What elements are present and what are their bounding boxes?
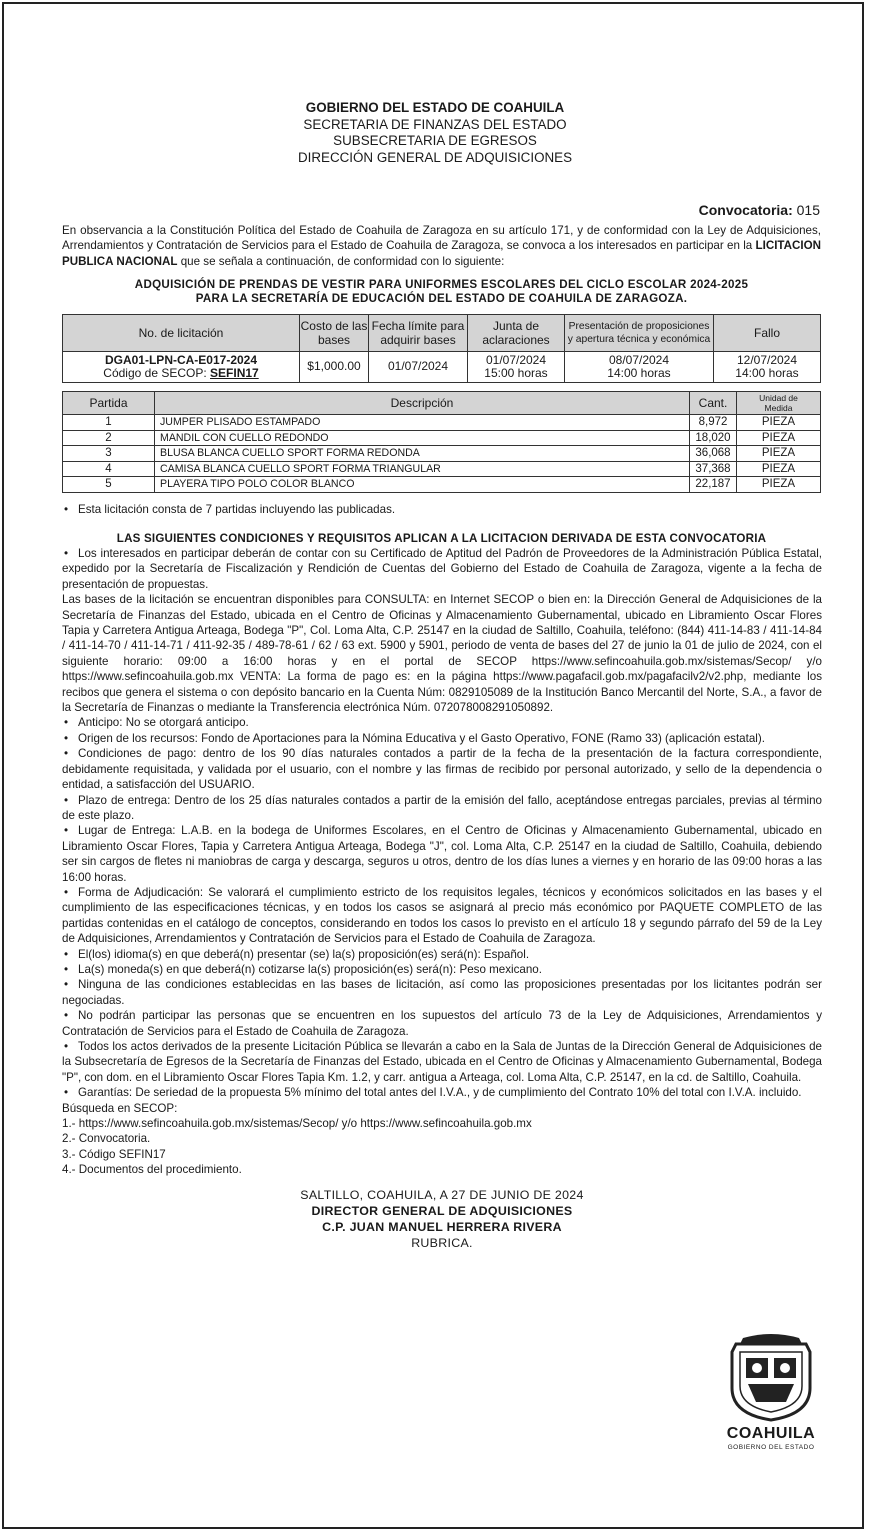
item-cant: 18,020 [690, 430, 737, 446]
condition-text: Origen de los recursos: Fondo de Aportaciones para la Nómina Educativa y el Gasto Operativo, FONE (Ramo 33) (aplicación estatal). [78, 731, 765, 745]
item-descripcion: JUMPER PLISADO ESTAMPADO [155, 415, 690, 431]
convocatoria-number [699, 202, 820, 218]
coahuila-logo [716, 1330, 826, 1455]
col-partida: Partida [63, 392, 155, 415]
intro-text-1: En observancia a la Constitución Política del Estado de Coahuila de Zaragoza en su artículo 171, y de conformidad con la Ley de Adquisiciones, Arrendamientos y Contratación de Servicios para el Estado de Coahuila de Zaragoza, se convoca a los interesados en participar en la [62, 224, 821, 253]
present-date: 08/07/2024 [608, 352, 670, 367]
item-unidad: PIEZA [737, 446, 821, 462]
condition-item [62, 1008, 822, 1039]
col-cant: Cant. [690, 392, 737, 415]
signature-block [0, 1187, 870, 1251]
col-unidad-l2: Medida [764, 403, 793, 413]
condition-item [62, 731, 822, 746]
signer-position: DIRECTOR GENERAL DE ADQUISICIONES [311, 1204, 573, 1218]
item-cant: 36,068 [690, 446, 737, 462]
col-present-l1: Presentación de proposiciones [568, 321, 710, 332]
signature-note: RUBRICA. [411, 1236, 473, 1250]
item-descripcion: BLUSA BLANCA CUELLO SPORT FORMA REDONDA [155, 446, 690, 462]
subject-title [62, 278, 821, 306]
cell-fecha-limite: 01/07/2024 [369, 352, 468, 383]
col-fecha-l1: Fecha límite para [371, 318, 465, 333]
condition-text: Ninguna de las condiciones establecidas en las bases de licitación, así como las proposiciones presentadas por los licitantes podrán ser negociadas. [62, 978, 822, 1007]
cell-costo: $1,000.00 [300, 352, 369, 383]
col-costo-l1: Costo de las [300, 318, 368, 333]
item-partida: 4 [63, 461, 155, 477]
partidas-note [62, 503, 395, 516]
table-row [63, 415, 821, 431]
conditions-list [62, 546, 822, 1178]
col-fecha [369, 315, 468, 352]
junta-date: 01/07/2024 [485, 352, 547, 367]
item-partida: 2 [63, 430, 155, 446]
secop-code [63, 367, 299, 381]
present-time: 14:00 horas [607, 366, 671, 380]
item-partida: 3 [63, 446, 155, 462]
condition-text: El(los) idioma(s) en que deberá(n) presentar (se) la(s) proposición(es) será(n): Español. [78, 947, 530, 961]
conditions-title: LAS SIGUIENTES CONDICIONES Y REQUISITOS APLICAN A LA LICITACION DERIVADA DE ESTA CONVOCATORIA [116, 532, 767, 545]
condition-text: La(s) moneda(s) en que deberá(n) cotizarse la(s) proposición(es) será(n): Peso mexicano. [78, 962, 542, 976]
table-row [63, 446, 821, 462]
table-row [63, 430, 821, 446]
header-government: GOBIERNO DEL ESTADO DE COAHUILA [305, 100, 565, 115]
condition-item [62, 1085, 822, 1100]
item-partida: 1 [63, 415, 155, 431]
item-cant: 22,187 [690, 477, 737, 493]
cell-junta [468, 352, 565, 383]
col-costo [300, 315, 369, 352]
col-unidad [737, 392, 821, 415]
item-descripcion: PLAYERA TIPO POLO COLOR BLANCO [155, 477, 690, 493]
condition-item [62, 885, 822, 947]
condition-item [62, 977, 822, 1008]
licitacion-number: DGA01-LPN-CA-E017-2024 [104, 352, 258, 367]
subject-line-2: PARA LA SECRETARÍA DE EDUCACIÓN DEL ESTADO DE COAHUILA DE ZARAGOZA. [195, 292, 688, 306]
bid-table-row [63, 352, 821, 383]
col-fecha-l2: adquirir bases [380, 333, 456, 347]
col-presentacion [565, 315, 714, 352]
cell-numero [63, 352, 300, 383]
header-subsecretariat: SUBSECRETARIA DE EGRESOS [333, 133, 537, 148]
condition-item [62, 715, 822, 730]
item-unidad: PIEZA [737, 477, 821, 493]
condition-text: Todos los actos derivados de la presente Licitación Pública se llevarán a cabo en la Sala de Juntas de la Dirección General de Adquisiciones de la Subsecretaría de Egresos de la Secretaría de Finanzas del Estado, ubicada en el Centro de Oficinas y Almacenamiento Gubernamental, Bodega "P", con dom. en el Libramiento Oscar Flores Tapia Km. 1.2, y carr. antigua a Arteaga, col. Loma Alta, C.P. 25147, en la cd. de Saltillo, Coahuila. [62, 1040, 822, 1084]
item-unidad: PIEZA [737, 461, 821, 477]
intro-bold: LICITACION PUBLICA NACIONAL [62, 239, 821, 268]
col-junta-l1: Junta de [492, 318, 540, 333]
search-step: 4.- Documentos del procedimiento. [62, 1163, 242, 1177]
search-step: 3.- Código SEFIN17 [62, 1147, 166, 1161]
header-secretariat: SECRETARIA DE FINANZAS DEL ESTADO [303, 116, 567, 132]
condition-text: Anticipo: No se otorgará anticipo. [78, 716, 249, 730]
col-junta [468, 315, 565, 352]
item-unidad: PIEZA [737, 430, 821, 446]
signer-name: C.P. JUAN MANUEL HERRERA RIVERA [322, 1220, 562, 1234]
bid-table-header [63, 315, 821, 352]
condition-item [62, 546, 822, 592]
subject-line-1: ADQUISICIÓN DE PRENDAS DE VESTIR PARA UNIFORMES ESCOLARES DEL CICLO ESCOLAR 2024-2025 [134, 278, 749, 291]
logo-wordmark: COAHUILA [726, 1425, 816, 1442]
condition-item [62, 947, 822, 962]
item-unidad: PIEZA [737, 415, 821, 431]
condition-item [62, 823, 822, 885]
bid-table [62, 314, 821, 383]
col-junta-l2: aclaraciones [482, 333, 550, 347]
secop-label: Código de SECOP: [103, 366, 211, 380]
condition-item [62, 746, 822, 792]
table-row [63, 461, 821, 477]
condition-item [62, 793, 822, 824]
search-step: 2.- Convocatoria. [62, 1132, 151, 1146]
coat-of-arms-icon [716, 1330, 826, 1422]
items-table [62, 391, 821, 493]
col-costo-l2: bases [317, 333, 351, 347]
document-header [0, 100, 870, 166]
col-fallo: Fallo [714, 315, 821, 352]
condition-text: Lugar de Entrega: L.A.B. en la bodega de Uniformes Escolares, en el Centro de Oficinas y Almacenamiento Gubernamental, ubicado en Libramiento Oscar Flores, Tapia y Carretera Antigua Arteaga, Bodega "J", col. Loma Alta, C.P. 25147 en la ciudad de Saltillo, Coahuila, debiendo ser sin cargos de fletes ni maniobras de carga y descarga, seguros u otros, dentro de los días lunes a viernes y en horario de las 09:00 horas a las 16:00 horas. [62, 824, 822, 884]
fallo-time: 14:00 horas [735, 366, 799, 380]
condition-item [62, 1039, 822, 1085]
item-descripcion: CAMISA BLANCA CUELLO SPORT FORMA TRIANGULAR [155, 461, 690, 477]
condition-text: Forma de Adjudicación: Se valorará el cumplimiento estricto de los requisitos legales, técnicos y económicos solicitados en las bases y el cumplimiento de las especificaciones técnicas, y en todos los casos se asignará al precio más económico por PAQUETE COMPLETO de las partidas contenidas en el catálogo de conceptos, considerando en todos los casos lo previsto en el artículo 18 y segundo párrafo del 59 de la Ley de Adquisiciones, Arrendamientos y Contratación de Servicios para el Estado de Coahuila de Zaragoza. [62, 885, 822, 946]
col-descripcion: Descripción [155, 392, 690, 415]
item-descripcion: MANDIL CON CUELLO REDONDO [155, 430, 690, 446]
condition-text: Condiciones de pago: dentro de los 90 días naturales contados a partir de la fecha de la presentación de la factura correspondiente, debidamente requisitada, y validada por el usuario, con el nombre y las firmas de recibido por personal autorizado, y sello de la dependencia o entidad, a satisfacción del USUARIO. [62, 747, 822, 792]
fallo-date: 12/07/2024 [736, 352, 798, 367]
search-step: 1.- https://www.sefincoahuila.gob.mx/sistemas/Secop/ y/o https://www.sefincoahuila.gob.mx [62, 1117, 532, 1131]
cell-fallo [714, 352, 821, 383]
intro-paragraph [62, 223, 821, 269]
condition-item [62, 962, 822, 977]
col-present-l2: y apertura técnica y económica [567, 334, 711, 345]
convocatoria-value: 015 [796, 202, 820, 218]
secop-value: SEFIN17 [210, 366, 259, 380]
item-partida: 5 [63, 477, 155, 493]
place-date: SALTILLO, COAHUILA, A 27 DE JUNIO DE 2024 [300, 1188, 584, 1202]
header-direction: DIRECCIÓN GENERAL DE ADQUISICIONES [297, 149, 573, 165]
condition-text: No podrán participar las personas que se encuentren en los supuestos del artículo 73 de la Ley de Adquisiciones, Arrendamientos y Contratación de Servicios para el Estado de Coahuila de Zaragoza. [62, 1009, 822, 1038]
condition-text: Los interesados en participar deberán de contar con su Certificado de Aptitud del Padrón de Proveedores de la Administración Pública Estatal, expedido por la Secretaría de Fiscalización y Rendición de Cuentas del Gobierno del Estado de Coahuila de Zaragoza, vigente a la fecha de presentación de propuestas. [62, 547, 822, 591]
intro-text-2: que se señala a continuación, de conformidad con lo siguiente: [177, 254, 505, 268]
condition-text: Plazo de entrega: Dentro de los 25 días naturales contados a partir de la emisión del fallo, aceptándose entregas parciales, previas al término de este plazo. [62, 793, 822, 822]
col-numero: No. de licitación [63, 315, 300, 352]
item-cant: 8,972 [690, 415, 737, 431]
item-cant: 37,368 [690, 461, 737, 477]
junta-time: 15:00 horas [484, 366, 548, 380]
cell-presentacion [565, 352, 714, 383]
col-unidad-l1: Unidad de [759, 393, 798, 403]
table-row [63, 477, 821, 493]
condition-text: Las bases de la licitación se encuentran disponibles para CONSULTA: en Internet SECOP o bien en: la Dirección General de Adquisiciones de la Secretaría de Finanzas del Estado, ubicada en el Centro de Oficinas y Almacenamiento Gubernamental, ubicado en Libramiento Oscar Flores Tapia y Carretera Antigua Arteaga, Bodega "P", Col. Loma Alta, C.P. 25147 en la ciudad de Saltillo, Coahuila, teléfono: (844) 411-14-83 / 411-14-84 / 411-14-70 / 411-14-71 / 411-92-35 / 489-78-61 / 62 / 63 ext. 5900 y 5901, periodo de venta de bases del 27 de junio la 01 de julio de 2024, con el siguiente horario: 09:00 a 16:00 horas y en el portal de SECOP https://www.sefincoahuila.gob.mx/sistemas/Secop/ y/o https://www.sefincoahuila.gob.mx VENTA: La forma de pago es: en la página https://www.pagafacil.gob.mx/pagafacilv2/v2.php, mediante los recibos que genera el sistema o con depósito bancario en la Cuenta Núm: 0829105089 de la Institución Banco Mercantil del Norte, S.A., a favor de la Secretaría de Finanzas o mediante la Transferencia electrónica Núm. 072078008291050892. [62, 593, 822, 715]
condition-bases [62, 592, 822, 715]
logo-subtitle: GOBIERNO DEL ESTADO [727, 1444, 815, 1451]
search-title: Búsqueda en SECOP: [62, 1101, 178, 1115]
condition-text: Garantías: De seriedad de la propuesta 5% mínimo del total antes del I.V.A., y de cumplimiento del Contrato 10% del total con I.V.A. incluido. [78, 1086, 802, 1100]
convocatoria-label: Convocatoria: [698, 202, 793, 218]
partidas-note-text: Esta licitación consta de 7 partidas incluyendo las publicadas. [78, 503, 396, 516]
items-table-header [63, 392, 821, 415]
